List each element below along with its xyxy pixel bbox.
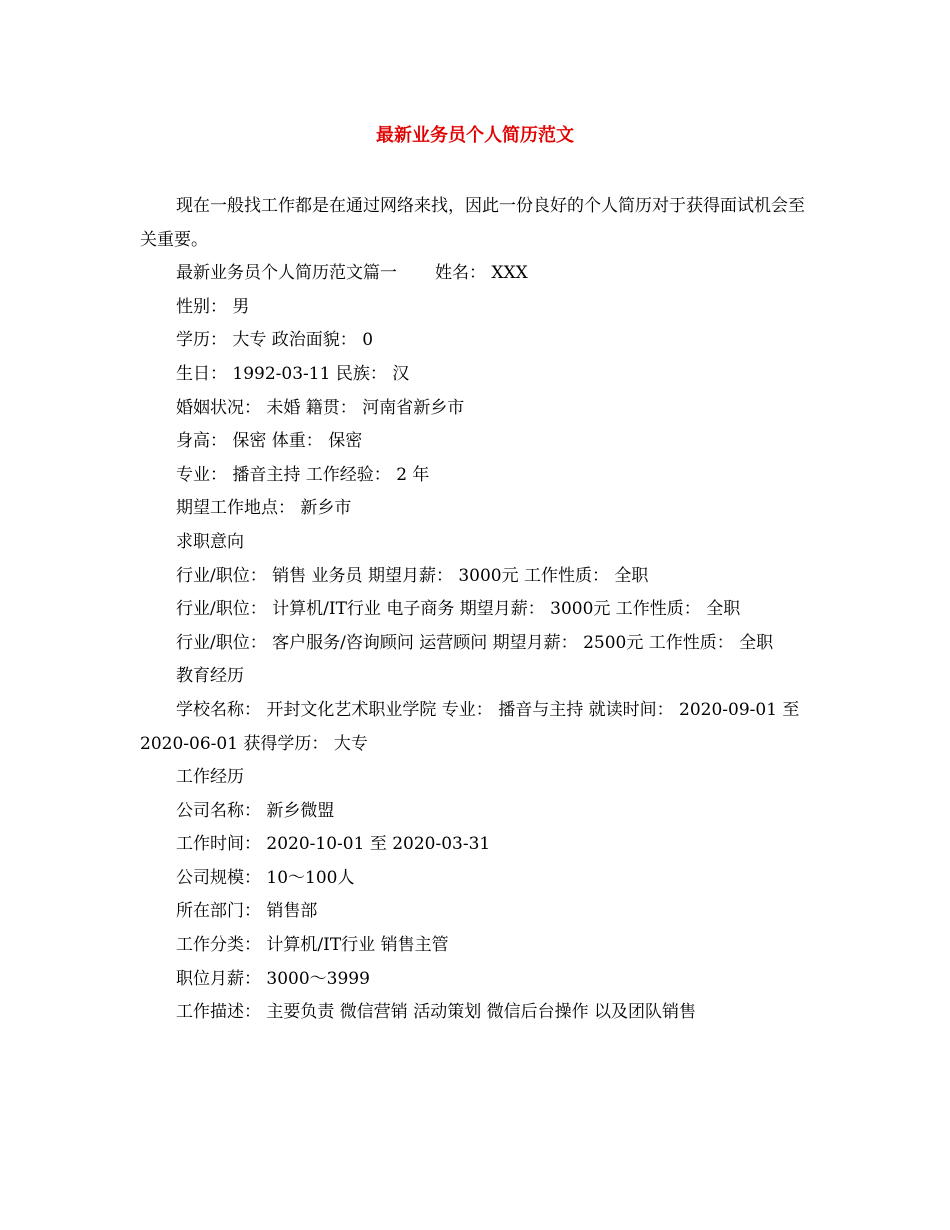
resume-line: 期望工作地点： 新乡市 bbox=[176, 498, 352, 519]
resume-line: 行业/职位： 计算机/IT行业 电子商务 期望月薪： 3000元 工作性质： 全职 bbox=[176, 599, 741, 620]
resume-section-heading: 最新业务员个人简历范文篇一 bbox=[176, 263, 397, 284]
section-heading-job-intent: 求职意向 bbox=[176, 531, 244, 552]
resume-line: 工作时间： 2020-10-01 至 2020-03-31 bbox=[176, 834, 491, 855]
resume-line: 行业/职位： 客户服务/咨询顾问 运营顾问 期望月薪： 2500元 工作性质： 全职 bbox=[176, 632, 774, 653]
resume-line: 职位月薪： 3000～3999 bbox=[176, 968, 370, 989]
resume-line: 性别： 男 bbox=[176, 296, 250, 317]
name-field: 姓名： XXX bbox=[435, 263, 528, 284]
document-body bbox=[140, 190, 815, 1030]
resume-heading-line bbox=[140, 257, 815, 291]
resume-line: 学校名称： 开封文化艺术职业学院 专业： 播音与主持 就读时间： 2020-09-01 至 2020-06-01 获得学历： 大专 bbox=[140, 699, 800, 754]
resume-line: 身高： 保密 体重： 保密 bbox=[176, 431, 363, 452]
resume-line: 公司名称： 新乡微盟 bbox=[176, 800, 335, 821]
section-heading-work: 工作经历 bbox=[176, 767, 244, 788]
resume-line: 婚姻状况： 未婚 籍贯： 河南省新乡市 bbox=[176, 397, 465, 418]
resume-line: 行业/职位： 销售 业务员 期望月薪： 3000元 工作性质： 全职 bbox=[176, 565, 649, 586]
resume-line: 公司规模： 10～100人 bbox=[176, 867, 355, 888]
resume-line: 所在部门： 销售部 bbox=[176, 901, 318, 922]
document-title: 最新业务员个人简历范文 bbox=[376, 125, 574, 146]
intro-paragraph: 现在一般找工作都是在通过网络来找，因此一份良好的个人简历对于获得面试机会至关重要。 bbox=[140, 196, 805, 250]
resume-line: 学历： 大专 政治面貌： 0 bbox=[176, 330, 374, 351]
resume-line: 生日： 1992-03-11 民族： 汉 bbox=[176, 363, 410, 384]
resume-line: 工作分类： 计算机/IT行业 销售主管 bbox=[176, 935, 449, 956]
resume-line: 工作描述： 主要负责 微信营销 活动策划 微信后台操作 以及团队销售 bbox=[176, 1002, 697, 1023]
section-heading-education: 教育经历 bbox=[176, 666, 244, 687]
resume-line: 专业： 播音主持 工作经验： 2 年 bbox=[176, 464, 430, 485]
